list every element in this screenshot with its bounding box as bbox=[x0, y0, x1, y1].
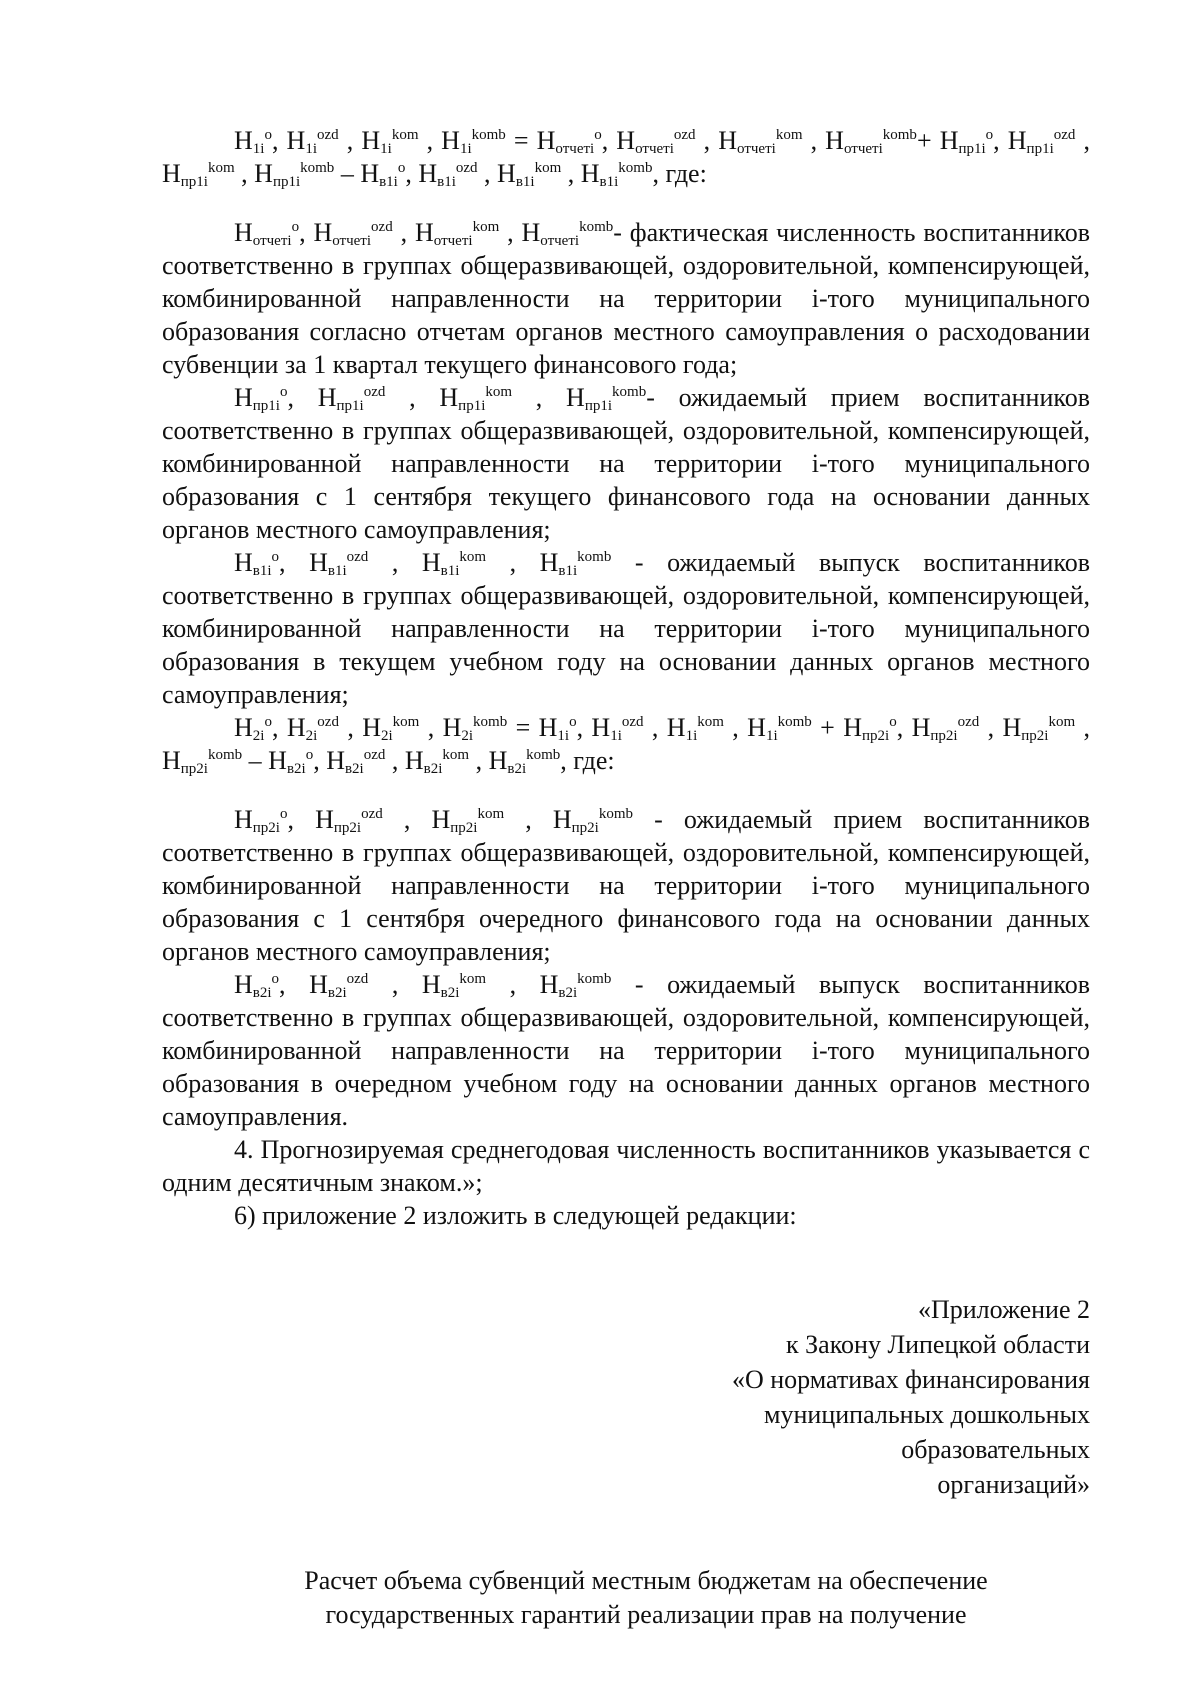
appendix-line-3: «О нормативах финансирования bbox=[731, 1365, 1090, 1394]
title-line-1: Расчет объема субвенций местным бюджетам на обеспечение bbox=[304, 1566, 988, 1595]
where-label-2: где: bbox=[573, 746, 615, 775]
where-label: где: bbox=[665, 159, 707, 188]
paragraph-expected-release-1: $Н_{в1i}^о$, $Н_{в1i}^{ozd}$ , $Н_{в1i}^{kom}$ , $Н_{в1i}^{komb}$ - ожидаемый выпуск воспитанников соответственно в группах общеразвивающей, оздоровительной, компенсирующей, комбинированной направленности на территории i-того муниципального образования в текущем учебном году на основании данных органов местного самоуправления; bbox=[162, 548, 1091, 709]
appendix-line-2: к Закону Липецкой области bbox=[786, 1330, 1090, 1359]
section-title bbox=[162, 1564, 1090, 1632]
appendix-line-4: муниципальных дошкольных bbox=[764, 1400, 1090, 1429]
paragraph-actual-count: $Н_{отчетi}^о$, $Н_{отчетi}^{ozd}$ , $Н_{отчетi}^{kom}$ , $Н_{отчетi}^{komb}-$ фактическая численность воспитанников соответственно в группах общеразвивающей, оздоровительной, компенсирующей, комбинированной направленности на территории i-того муниципального образования согласно отчетам органов местного самоуправления о расходовании субвенции за 1 квартал текущего финансового года; bbox=[162, 218, 1090, 379]
title-line-2: государственных гарантий реализации прав на получение bbox=[325, 1600, 967, 1629]
paragraph-expected-intake-1: $Н_{пр1i}^о$, $Н_{пр1i}^{ozd}$ , $Н_{пр1i}^{kom}$ , $Н_{пр1i}^{komb}-$ ожидаемый прием воспитанников соответственно в группах общеразвивающей, оздоровительной, компенсирующей, комбинированной направленности на территории i-того муниципального образования с 1 сентября текущего финансового года на основании данных органов местного самоуправления; bbox=[162, 383, 1090, 544]
appendix-line-6: организаций» bbox=[937, 1470, 1090, 1499]
formula-2: $Н_{2i}^о$, $Н_{2i}^{ozd}$ , $Н_{2i}^{kom}$ , $Н_{2i}^{komb} = Н_{1i}^о$, $Н_{1i}^{ozd}$ , $Н_{1i}^{kom}$ , $Н_{1i}^{komb} + Н_{пр2i}^о$, $Н_{пр2i}^{ozd}$ , $Н_{пр2i}^{kom}$ , $Н_{пр2i}^{komb} - Н_{в2i}^о$, $Н_{в2i}^{ozd}$ , $Н_{в2i}^{kom}$ , $Н_{в2i}^{komb}$, где: bbox=[162, 713, 1091, 777]
paragraph-point-6: 6) приложение 2 изложить в следующей редакции: bbox=[234, 1201, 797, 1230]
paragraph-expected-intake-2: $Н_{пр2i}^о$, $Н_{пр2i}^{ozd}$ , $Н_{пр2i}^{kom}$ , $Н_{пр2i}^{komb}$ - ожидаемый прием воспитанников соответственно в группах общеразвивающей, оздоровительной, компенсирующей, комбинированной направленности на территории i-того муниципального образования с 1 сентября очередного финансового года на основании данных органов местного самоуправления; bbox=[162, 805, 1091, 966]
appendix-line-1: «Приложение 2 bbox=[917, 1295, 1090, 1324]
paragraph-point-4: 4. Прогнозируемая среднегодовая численность воспитанников указывается с одним десятичным знаком.»; bbox=[162, 1135, 1090, 1197]
formula-1: $Н_{1i}^о$, $Н_{1i}^{ozd}$ , $Н_{1i}^{kom}$ , $Н_{1i}^{komb} = Н_{отчетi}^о$, $Н_{отчетi}^{ozd}$ , $Н_{отчетi}^{kom}$ , $Н_{отчетi}^{komb}+ Н_{пр1i}^о$, $Н_{пр1i}^{ozd}$ , $Н_{пр1i}^{kom}$ , $Н_{пр1i}^{komb} - Н_{в1i}^о$, $Н_{в1i}^{ozd}$ , $Н_{в1i}^{kom}$ , $Н_{в1i}^{komb}$, где: bbox=[162, 126, 1091, 190]
paragraph-expected-release-2: $Н_{в2i}^о$, $Н_{в2i}^{ozd}$ , $Н_{в2i}^{kom}$ , $Н_{в2i}^{komb}$ - ожидаемый выпуск воспитанников соответственно в группах общеразвивающей, оздоровительной, компенсирующей, комбинированной направленности на территории i-того муниципального образования в очередном учебном году на основании данных органов местного самоуправления. bbox=[162, 970, 1091, 1131]
appendix-header bbox=[162, 1292, 1090, 1502]
appendix-line-5: образовательных bbox=[901, 1435, 1090, 1464]
